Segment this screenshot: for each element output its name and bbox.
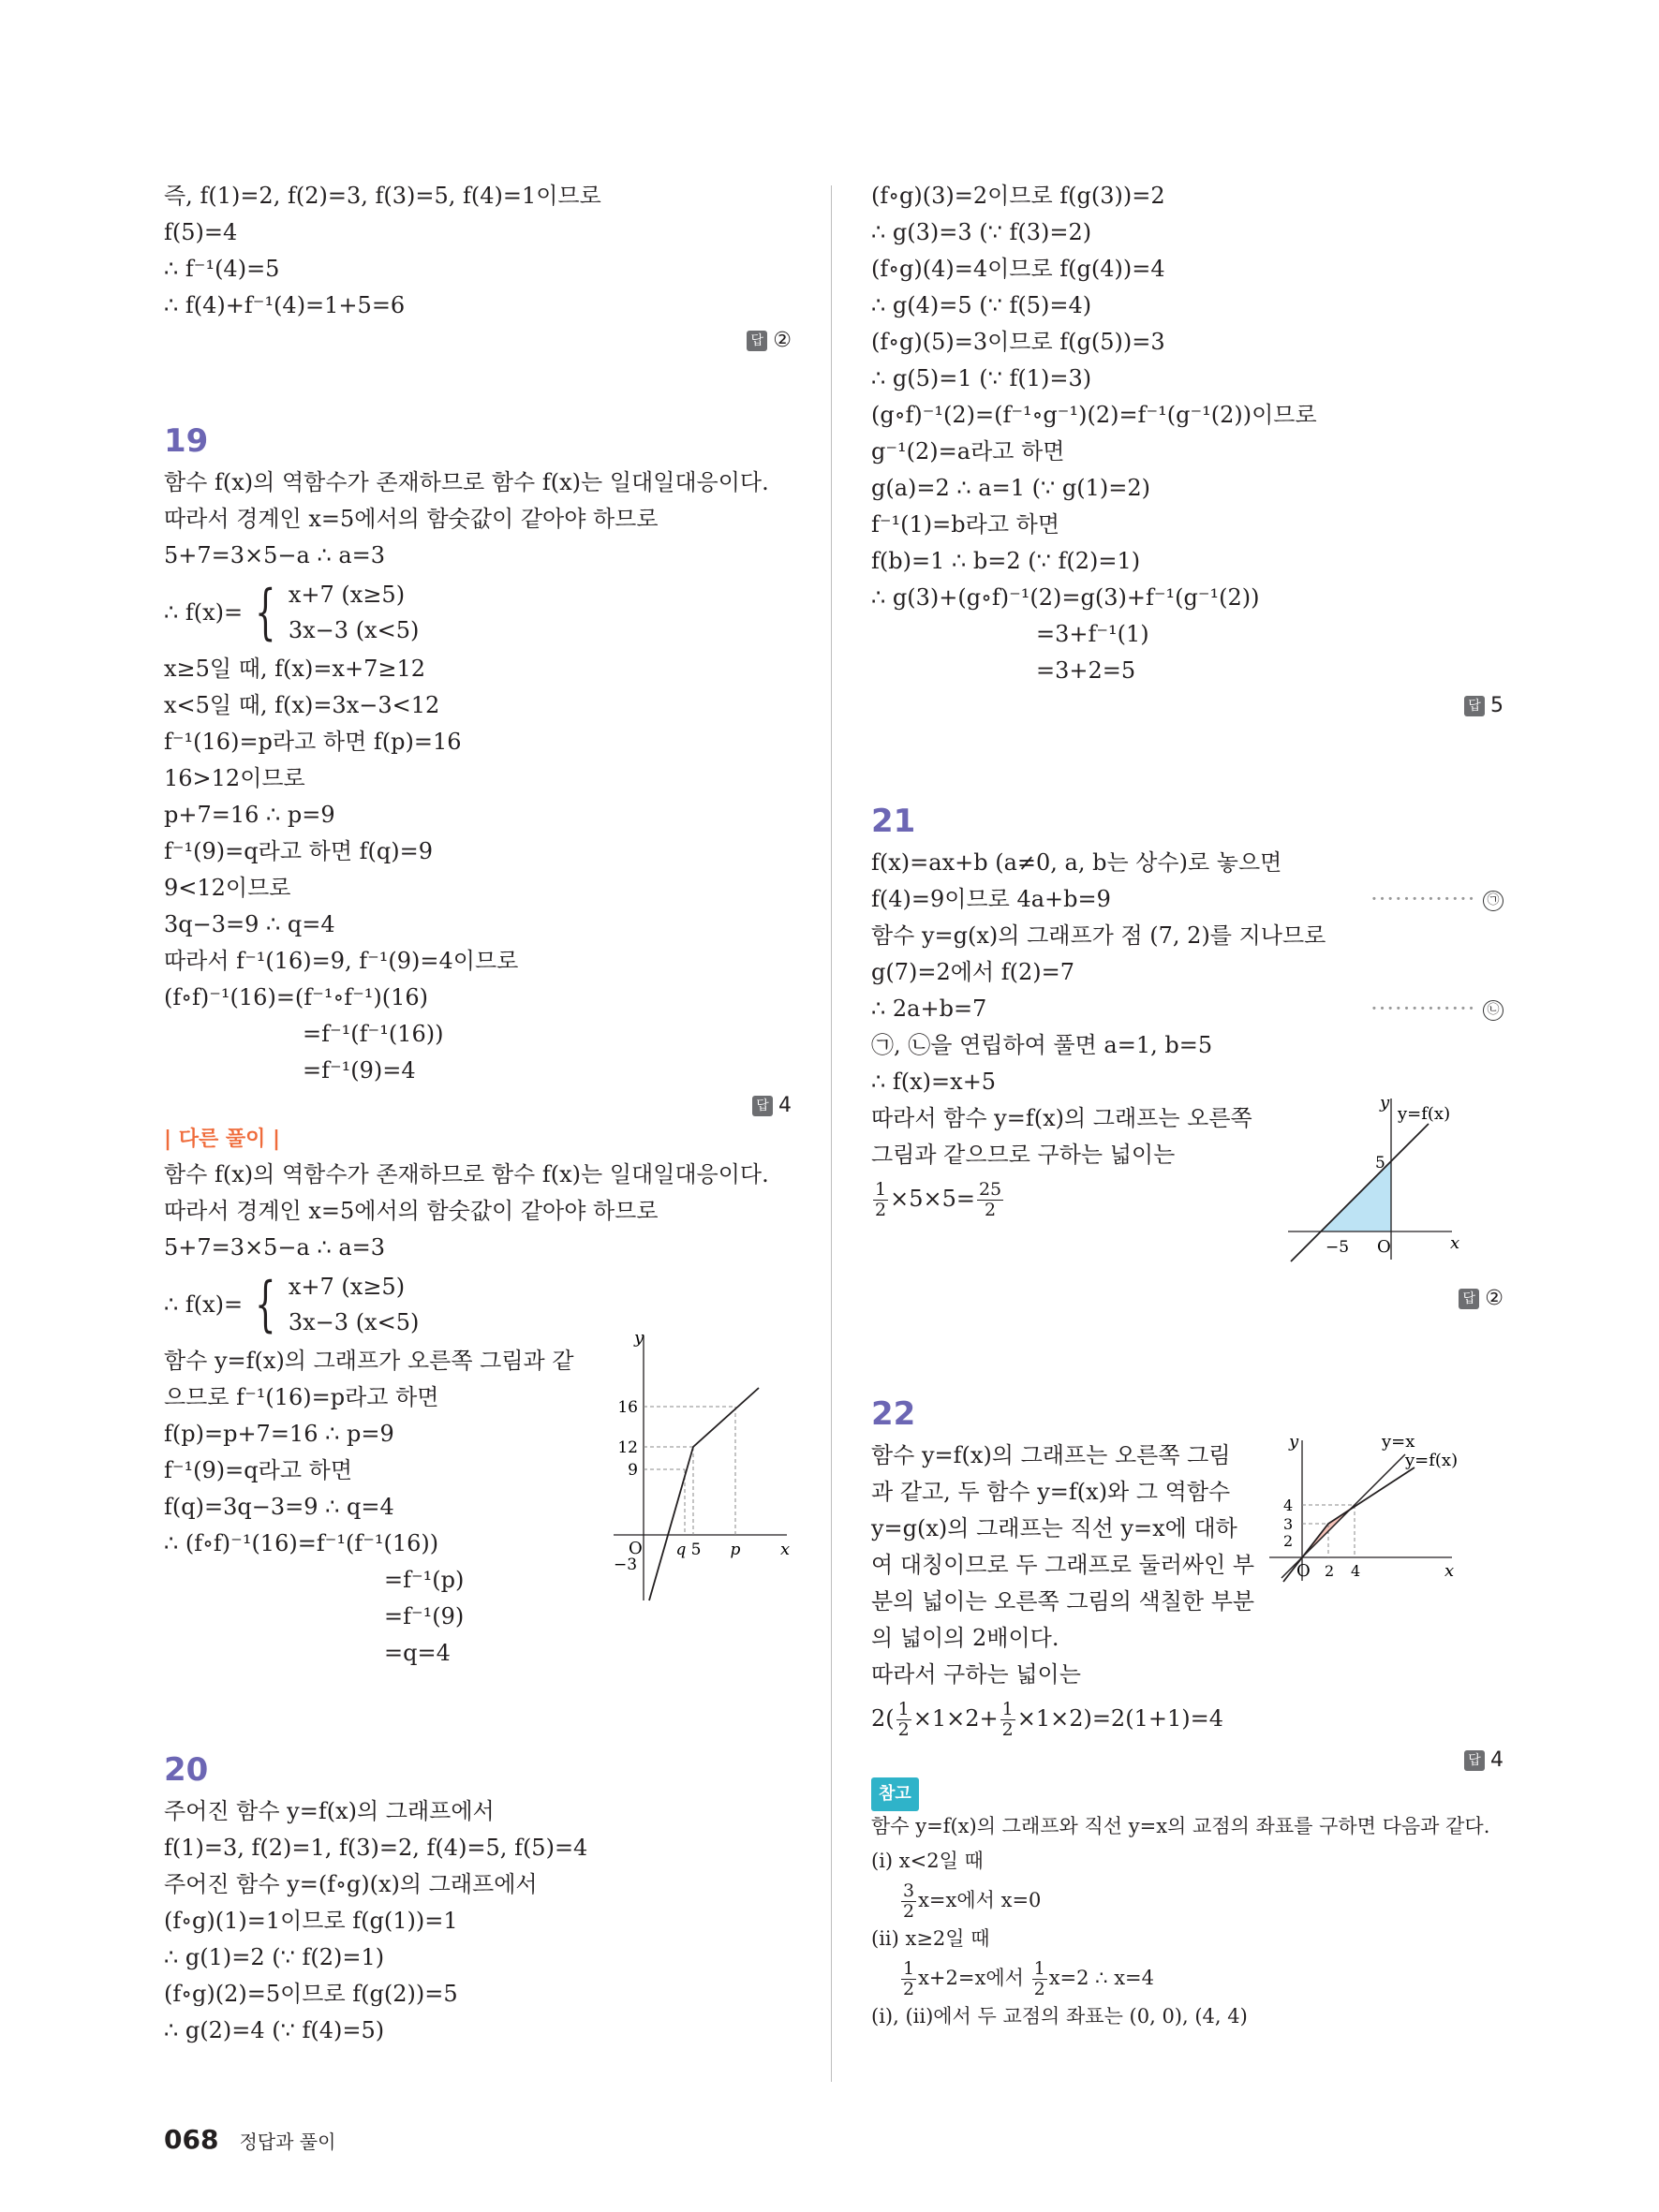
text-line: 그림과 같으므로 구하는 넓이는 (871, 1142, 1176, 1168)
tick-label: 2 (1283, 1532, 1294, 1550)
graph-19 (604, 1324, 792, 1605)
piecewise-row: 3x−3 (x<5) (288, 1309, 420, 1335)
equation-text: x=x에서 x=0 (918, 1889, 1042, 1911)
text-with-graph (871, 1432, 1503, 1657)
note-line: (i), (ii)에서 두 교점의 좌표는 (0, 0), (4, 4) (871, 2005, 1248, 2028)
text-line: g(7)=2에서 f(2)=7 (871, 959, 1074, 985)
note-equation (871, 1879, 1503, 1922)
calc-text: 2( (871, 1705, 895, 1732)
text-line: f(b)=1 ∴ b=2 (∵ f(2)=1) (871, 548, 1141, 574)
text-line (871, 991, 1503, 1027)
text-line: x≥5일 때, f(x)=x+7≥12 (164, 656, 425, 682)
graph-22 (1265, 1426, 1489, 1642)
text-line: 함수 f(x)의 역함수가 존재하므로 함수 f(x)는 일대일대응이다. (164, 469, 769, 495)
ref-marker: ㉡ (1483, 1000, 1503, 1021)
fraction: $\frac{1}{2}$ (897, 1699, 910, 1740)
text-line: (f∘g)(4)=4이므로 f(g(4))=4 (871, 256, 1165, 282)
text-line: 16>12이므로 (164, 765, 305, 791)
y-axis-label: y (1289, 1432, 1299, 1452)
text-line: ∴ g(3)=3 (∵ f(3)=2) (871, 219, 1092, 245)
text-line: f⁻¹(16)=p라고 하면 f(p)=16 (164, 729, 462, 755)
answer-value: ② (773, 329, 792, 352)
answer-value: 4 (778, 1094, 792, 1117)
equation-text: x=2 ∴ x=4 (1048, 1967, 1154, 1989)
text-line: (g∘f)⁻¹(2)=(f⁻¹∘g⁻¹)(2)=f⁻¹(g⁻¹(2))이므로 (871, 402, 1317, 428)
text-line: 3q−3=9 ∴ q=4 (164, 911, 335, 937)
tick-label: −3 (614, 1556, 638, 1574)
text-line: ∴ f(x)=x+5 (871, 1069, 997, 1095)
problem-19 (164, 418, 792, 1672)
text-line: f⁻¹(9)=q라고 하면 f(q)=9 (164, 838, 433, 864)
brace-symbol: { (255, 1270, 276, 1339)
line-label: y=f(x) (1405, 1451, 1459, 1470)
text-line: 따라서 경계인 x=5에서의 함숫값이 같아야 하므로 (164, 1198, 659, 1224)
text-line: (f∘g)(2)=5이므로 f(g(2))=5 (164, 1981, 458, 2007)
text-line: =q=4 (384, 1640, 451, 1666)
piecewise-row: x+7 (x≥5) (288, 1274, 406, 1300)
text-line: 과 같고, 두 함수 y=f(x)와 그 역함수 (871, 1479, 1231, 1505)
y-axis-label: y (1380, 1093, 1390, 1113)
text-line: g⁻¹(2)=a라고 하면 (871, 438, 1065, 465)
area-calculation (871, 1173, 1283, 1224)
answer-value: 5 (1490, 694, 1503, 717)
answer-mark (871, 689, 1503, 723)
origin-label: O (1296, 1561, 1311, 1581)
problem-number: 19 (164, 422, 209, 460)
x-axis-label: x (780, 1540, 791, 1559)
tick-label: 12 (617, 1438, 638, 1457)
answer-mark (871, 1282, 1503, 1316)
tick-label: 3 (1283, 1515, 1294, 1533)
problem-number: 20 (164, 1751, 209, 1789)
text-line: ∴ f⁻¹(4)=5 (164, 256, 280, 282)
text-line: ∴ g(1)=2 (∵ f(2)=1) (164, 1944, 385, 1970)
answer-mark (871, 1744, 1503, 1777)
origin-label: O (629, 1539, 643, 1558)
fraction: $\frac{1}{2}$ (903, 1958, 915, 1999)
tick-label: q (675, 1541, 687, 1559)
problem-number: 22 (871, 1395, 916, 1433)
line-label: y=f(x) (1398, 1104, 1451, 1124)
tick-label: 5 (690, 1541, 702, 1559)
text-line: (f∘g)(5)=3이므로 f(g(5))=3 (871, 329, 1165, 355)
fraction: $\frac{3}{2}$ (903, 1880, 915, 1922)
graph-21 (1283, 1091, 1499, 1278)
text-line: 5+7=3×5−a ∴ a=3 (164, 542, 386, 568)
fraction: $\frac{1}{2}$ (875, 1179, 887, 1220)
text-line: x<5일 때, f(x)=3x−3<12 (164, 692, 440, 718)
text-line: 여 대칭이므로 두 그래프로 둘러싸인 부 (871, 1552, 1255, 1578)
text-line: ∴ f(4)+f⁻¹(4)=1+5=6 (164, 292, 406, 318)
text-line: f⁻¹(1)=b라고 하면 (871, 511, 1060, 538)
calc-text: ×1×2+ (912, 1705, 999, 1732)
x-axis-label: x (1444, 1561, 1455, 1581)
text-line: =f⁻¹(9)=4 (303, 1057, 416, 1084)
alternative-solution-label: | 다른 풀이 | (164, 1128, 281, 1151)
text-line: p+7=16 ∴ p=9 (164, 802, 335, 828)
text-line: =f⁻¹(f⁻¹(16)) (303, 1021, 444, 1047)
text-line: =f⁻¹(p) (384, 1567, 465, 1593)
origin-label: O (1377, 1237, 1391, 1257)
text-line: 의 넓이의 2배이다. (871, 1625, 1059, 1651)
tick-label: 4 (1283, 1497, 1294, 1514)
line-label: y=x (1382, 1432, 1415, 1452)
tick-label: 5 (1375, 1154, 1385, 1172)
text-line: =3+2=5 (1036, 657, 1136, 684)
piecewise-prefix: ∴ f(x)= (164, 599, 244, 626)
page-number: 068 (164, 2124, 219, 2155)
text-line: f(p)=p+7=16 ∴ p=9 (164, 1421, 394, 1447)
column-divider (831, 185, 832, 2082)
area-calculation (871, 1693, 1503, 1744)
text-line: 분의 넓이는 오른쪽 그림의 색칠한 부분 (871, 1588, 1255, 1615)
text-line: =3+f⁻¹(1) (1036, 621, 1149, 647)
problem-21 (871, 798, 1503, 1316)
y-axis-label: y (634, 1328, 644, 1348)
tick-label: 4 (1351, 1562, 1361, 1580)
text-line: 즉, f(1)=2, f(2)=3, f(3)=5, f(4)=1이므로 (164, 183, 601, 209)
piecewise-function (164, 574, 792, 651)
text-line: 9<12이므로 (164, 875, 291, 901)
tick-label: p (730, 1541, 741, 1559)
answer-mark (164, 1089, 792, 1123)
calc-text: ×1×2)=2(1+1)=4 (1016, 1705, 1223, 1732)
text-line: 으므로 f⁻¹(16)=p라고 하면 (164, 1384, 439, 1410)
answer-badge: 답 (747, 331, 767, 351)
tick-label: 2 (1325, 1562, 1335, 1580)
text-line: f(1)=3, f(2)=1, f(3)=2, f(4)=5, f(5)=4 (164, 1835, 588, 1861)
text-line: f(5)=4 (164, 219, 238, 245)
text-line: 주어진 함수 y=(f∘g)(x)의 그래프에서 (164, 1871, 538, 1897)
prev-solution-continuation (164, 178, 792, 358)
text-line: (f∘g)(3)=2이므로 f(g(3))=2 (871, 183, 1165, 209)
note-tag: 참고 (871, 1777, 919, 1811)
piecewise-row: 3x−3 (x<5) (288, 617, 420, 643)
answer-badge: 답 (1464, 696, 1485, 716)
ref-marker: ㉠ (1483, 891, 1503, 911)
text-line: 주어진 함수 y=f(x)의 그래프에서 (164, 1798, 495, 1824)
x-axis-label: x (1450, 1233, 1460, 1253)
calc-text: ×5×5= (890, 1186, 975, 1212)
section-label: 정답과 풀이 (239, 2131, 336, 2153)
text-line: f(x)=ax+b (a≠0, a, b는 상수)로 놓으면 (871, 849, 1282, 876)
fraction: $\frac{1}{2}$ (1001, 1699, 1014, 1740)
text-line (871, 881, 1503, 918)
text-line: 함수 f(x)의 역함수가 존재하므로 함수 f(x)는 일대일대응이다. (164, 1161, 769, 1187)
equation-text: ∴ 2a+b=7 (871, 995, 987, 1022)
text-line: 함수 y=f(x)의 그래프가 오른쪽 그림과 같 (164, 1348, 574, 1374)
note-line: (ii) x≥2일 때 (871, 1927, 990, 1950)
problem-number: 21 (871, 803, 916, 840)
text-line: ㉠, ㉡을 연립하여 풀면 a=1, b=5 (871, 1032, 1213, 1058)
text-line: 5+7=3×5−a ∴ a=3 (164, 1234, 386, 1261)
text-line: f(q)=3q−3=9 ∴ q=4 (164, 1494, 394, 1520)
equation-text: x+2=x에서 (918, 1967, 1030, 1989)
text-line: f⁻¹(9)=q라고 하면 (164, 1457, 353, 1483)
tick-label: 9 (628, 1461, 638, 1480)
answer-mark (164, 324, 792, 358)
text-line: g(a)=2 ∴ a=1 (∵ g(1)=2) (871, 475, 1150, 501)
answer-badge: 답 (752, 1096, 773, 1116)
note-equation (871, 1956, 1503, 1999)
note-line: 함수 y=f(x)의 그래프와 직선 y=x의 교점의 좌표를 구하면 다음과 같다. (871, 1815, 1490, 1837)
text-line: 함수 y=g(x)의 그래프가 점 (7, 2)를 지나므로 (871, 922, 1326, 949)
fraction: $\frac{1}{2}$ (1033, 1958, 1045, 1999)
fraction: $\frac{25}{2}$ (978, 1179, 1002, 1220)
text-line: ∴ g(5)=1 (∵ f(1)=3) (871, 365, 1092, 391)
text-line: (f∘g)(1)=1이므로 f(g(1))=1 (164, 1908, 458, 1934)
piecewise-row: x+7 (x≥5) (288, 582, 406, 608)
text-line: ∴ g(3)+(g∘f)⁻¹(2)=g(3)+f⁻¹(g⁻¹(2)) (871, 584, 1260, 611)
text-line: y=g(x)의 그래프는 직선 y=x에 대하 (871, 1515, 1237, 1541)
text-line: (f∘f)⁻¹(16)=(f⁻¹∘f⁻¹)(16) (164, 984, 429, 1010)
text-line: 따라서 구하는 넓이는 (871, 1661, 1081, 1688)
problem-20 (164, 1747, 792, 2049)
text-line: 따라서 경계인 x=5에서의 함숫값이 같아야 하므로 (164, 506, 659, 532)
answer-badge: 답 (1459, 1289, 1479, 1309)
function-graph (649, 1388, 759, 1600)
piecewise-prefix: ∴ f(x)= (164, 1291, 244, 1318)
equation-text: f(4)=9이므로 4a+b=9 (871, 886, 1111, 912)
problem-22 (871, 1391, 1503, 2034)
text-line: ∴ g(4)=5 (∵ f(5)=4) (871, 292, 1092, 318)
right-column (871, 178, 1503, 2034)
left-column (164, 178, 792, 2049)
tick-label: 16 (617, 1398, 638, 1417)
text-line: 함수 y=f(x)의 그래프는 오른쪽 그림 (871, 1442, 1231, 1468)
text-line: =f⁻¹(9) (384, 1603, 465, 1630)
page-footer (164, 2124, 335, 2155)
answer-value: ② (1485, 1287, 1503, 1310)
tick-label: −5 (1326, 1238, 1350, 1257)
note-line: (i) x<2일 때 (871, 1850, 984, 1872)
text-with-graph (164, 1328, 792, 1672)
text-line: ∴ (f∘f)⁻¹(16)=f⁻¹(f⁻¹(16)) (164, 1530, 439, 1556)
brace-symbol: { (255, 578, 276, 647)
answer-value: 4 (1490, 1748, 1503, 1772)
equation-reference: ············· ㉡ (1370, 991, 1503, 1027)
problem-20-continuation (871, 178, 1503, 723)
equation-reference: ············· ㉠ (1370, 881, 1503, 918)
text-line: 따라서 함수 y=f(x)의 그래프는 오른쪽 (871, 1105, 1252, 1131)
text-line: ∴ g(2)=4 (∵ f(4)=5) (164, 2017, 385, 2043)
text-line: 따라서 f⁻¹(16)=9, f⁻¹(9)=4이므로 (164, 948, 519, 974)
answer-badge: 답 (1464, 1750, 1485, 1771)
text-with-graph (871, 1093, 1503, 1282)
function-graph (1291, 1124, 1429, 1261)
reference-note (871, 1777, 1503, 2034)
